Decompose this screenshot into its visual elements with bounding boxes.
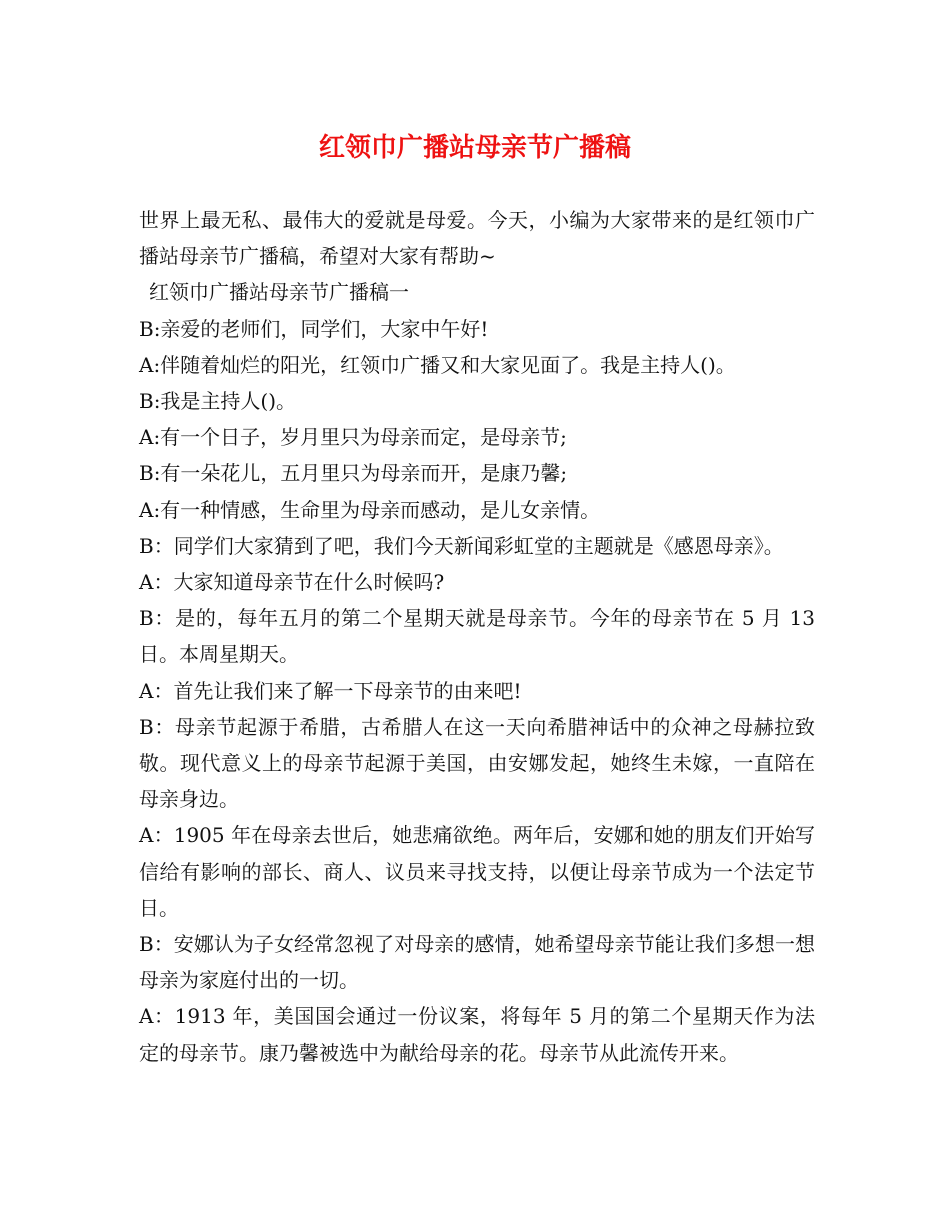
dialogue-line: A:有一个日子，岁月里只为母亲而定，是母亲节; (139, 425, 567, 450)
dialogue-line: A：首先让我们来了解一下母亲节的由来吧! (139, 678, 522, 703)
dialogue-line: A：大家知道母亲节在什么时候吗? (139, 570, 445, 595)
section-heading: 红领巾广播站母亲节广播稿一 (149, 280, 409, 305)
intro-paragraph: 世界上最无私、最伟大的爱就是母爱。今天，小编为大家带来的是红领巾广播站母亲节广播稿，希望对大家有帮助~ (139, 208, 815, 269)
dialogue-line: A：1913 年，美国国会通过一份议案，将每年 5 月的第二个星期天作为法定的母亲节。康乃馨被选中为献给母亲的花。母亲节从此流传开来。 (139, 1004, 815, 1065)
dialogue-line: B：安娜认为子女经常忽视了对母亲的感情，她希望母亲节能让我们多想一想母亲为家庭付出的一切。 (139, 932, 815, 993)
dialogue-line: A：1905 年在母亲去世后，她悲痛欲绝。两年后，安娜和她的朋友们开始写信给有影响的部长、商人、议员来寻找支持，以便让母亲节成为一个法定节日。 (139, 823, 815, 920)
dialogue-line: A:伴随着灿烂的阳光，红领巾广播又和大家见面了。我是主持人()。 (139, 352, 736, 377)
dialogue-line: B：同学们大家猜到了吧，我们今天新闻彩虹堂的主题就是《感恩母亲》。 (139, 533, 784, 558)
dialogue-line: B：是的，每年五月的第二个星期天就是母亲节。今年的母亲节在 5 月 13 日。本周星期天。 (139, 606, 815, 667)
dialogue-line: B:有一朵花儿，五月里只为母亲而开，是康乃馨; (139, 461, 568, 486)
dialogue-line: B:我是主持人()。 (139, 389, 297, 414)
document-body (139, 202, 815, 1071)
dialogue-line: B:亲爱的老师们，同学们，大家中午好! (139, 316, 489, 341)
dialogue-line: B：母亲节起源于希腊，古希腊人在这一天向希腊神话中的众神之母赫拉致敬。现代意义上的母亲节起源于美国，由安娜发起，她终生未嫁，一直陪在母亲身边。 (139, 714, 815, 812)
document-title: 红领巾广播站母亲节广播稿 (318, 133, 631, 163)
dialogue-line: A:有一种情感，生命里为母亲而感动，是儿女亲情。 (139, 497, 601, 522)
